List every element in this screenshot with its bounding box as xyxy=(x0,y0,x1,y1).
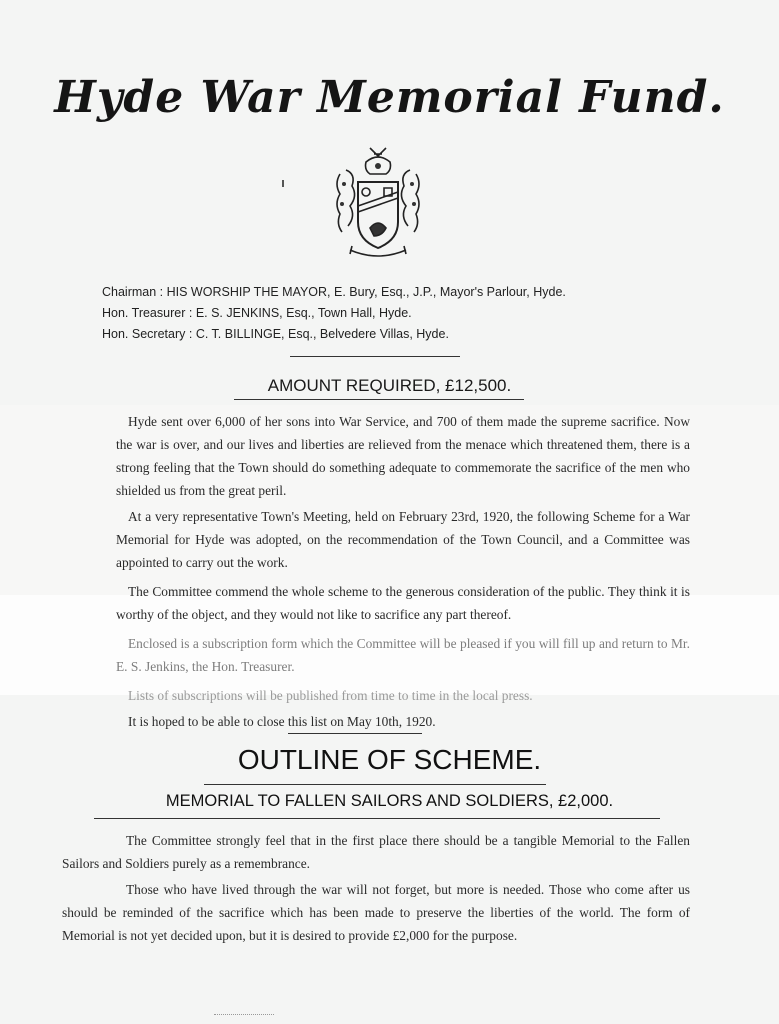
officer-role: Hon. Secretary : xyxy=(102,327,193,341)
officer-secretary xyxy=(102,324,702,345)
officer-details: C. T. BILLINGE, Esq., Belvedere Villas, Hyde. xyxy=(195,327,449,341)
officer-treasurer xyxy=(102,303,702,324)
paragraph: The Committee strongly feel that in the first place there should be a tangible Memorial to the Fallen Sailors and Soldiers purely as a remembrance. xyxy=(62,833,690,871)
outline-heading: OUTLINE OF SCHEME. xyxy=(237,744,542,775)
scan-speck xyxy=(282,180,284,187)
paragraph: The Committee commend the whole scheme to the generous consideration of the public. They think it is worthy of the object, and they would not like to sacrifice any part thereof. xyxy=(116,584,690,622)
memorial-heading: MEMORIAL TO FALLEN SAILORS AND SOLDIERS, £2,000. xyxy=(165,792,614,810)
officer-role: Hon. Treasurer : xyxy=(102,306,193,320)
officer-details: E. S. JENKINS, Esq., Town Hall, Hyde. xyxy=(195,306,412,320)
officers-list xyxy=(102,282,702,345)
heading-underline xyxy=(234,399,524,400)
amount-heading: AMOUNT REQUIRED, £12,500. xyxy=(267,376,512,395)
paragraph: At a very representative Town's Meeting, held on February 23rd, 1920, the following Scheme for a War Memorial for Hyde was adopted, on the recommendation of the Town Council, and a Committee was appointed to carry out the work. xyxy=(116,509,690,570)
divider xyxy=(290,356,460,357)
body-text xyxy=(116,410,690,733)
document-title: Hyde War Memorial Fund. xyxy=(54,72,725,123)
paragraph: Enclosed is a subscription form which the Committee will be pleased if you will fill up and return to Mr. E. S. Jenkins, the Hon. Treasurer. xyxy=(116,636,690,674)
heading-underline xyxy=(94,818,660,819)
heading-underline xyxy=(204,784,546,785)
memorial-text xyxy=(62,829,690,947)
paragraph: Lists of subscriptions will be published from time to time in the local press. xyxy=(128,688,533,703)
officer-role: Chairman : xyxy=(102,285,164,299)
paragraph: Those who have lived through the war will not forget, but more is needed. Those who come after us should be reminded of the sacrifice which has been made to preserve the liberties of the world. The form of Memorial is not yet decided upon, but it is desired to provide £2,000 for the purpose. xyxy=(62,882,690,943)
paragraph: It is hoped to be able to close this list on May 10th, 1920. xyxy=(128,714,436,729)
officer-chairman xyxy=(102,282,702,303)
officer-details: HIS WORSHIP THE MAYOR, E. Bury, Esq., J.P., Mayor's Parlour, Hyde. xyxy=(166,285,566,299)
divider xyxy=(288,733,422,734)
scan-artifact xyxy=(214,1014,274,1021)
coat-of-arms-icon xyxy=(330,144,426,266)
paragraph: Hyde sent over 6,000 of her sons into War Service, and 700 of them made the supreme sacrifice. Now the war is over, and our lives and liberties are relieved from the menace which threatened them, there is a strong feeling that the Town should do something adequate to commemorate the sacrifice of the men who shielded us from the great peril. xyxy=(116,414,690,498)
